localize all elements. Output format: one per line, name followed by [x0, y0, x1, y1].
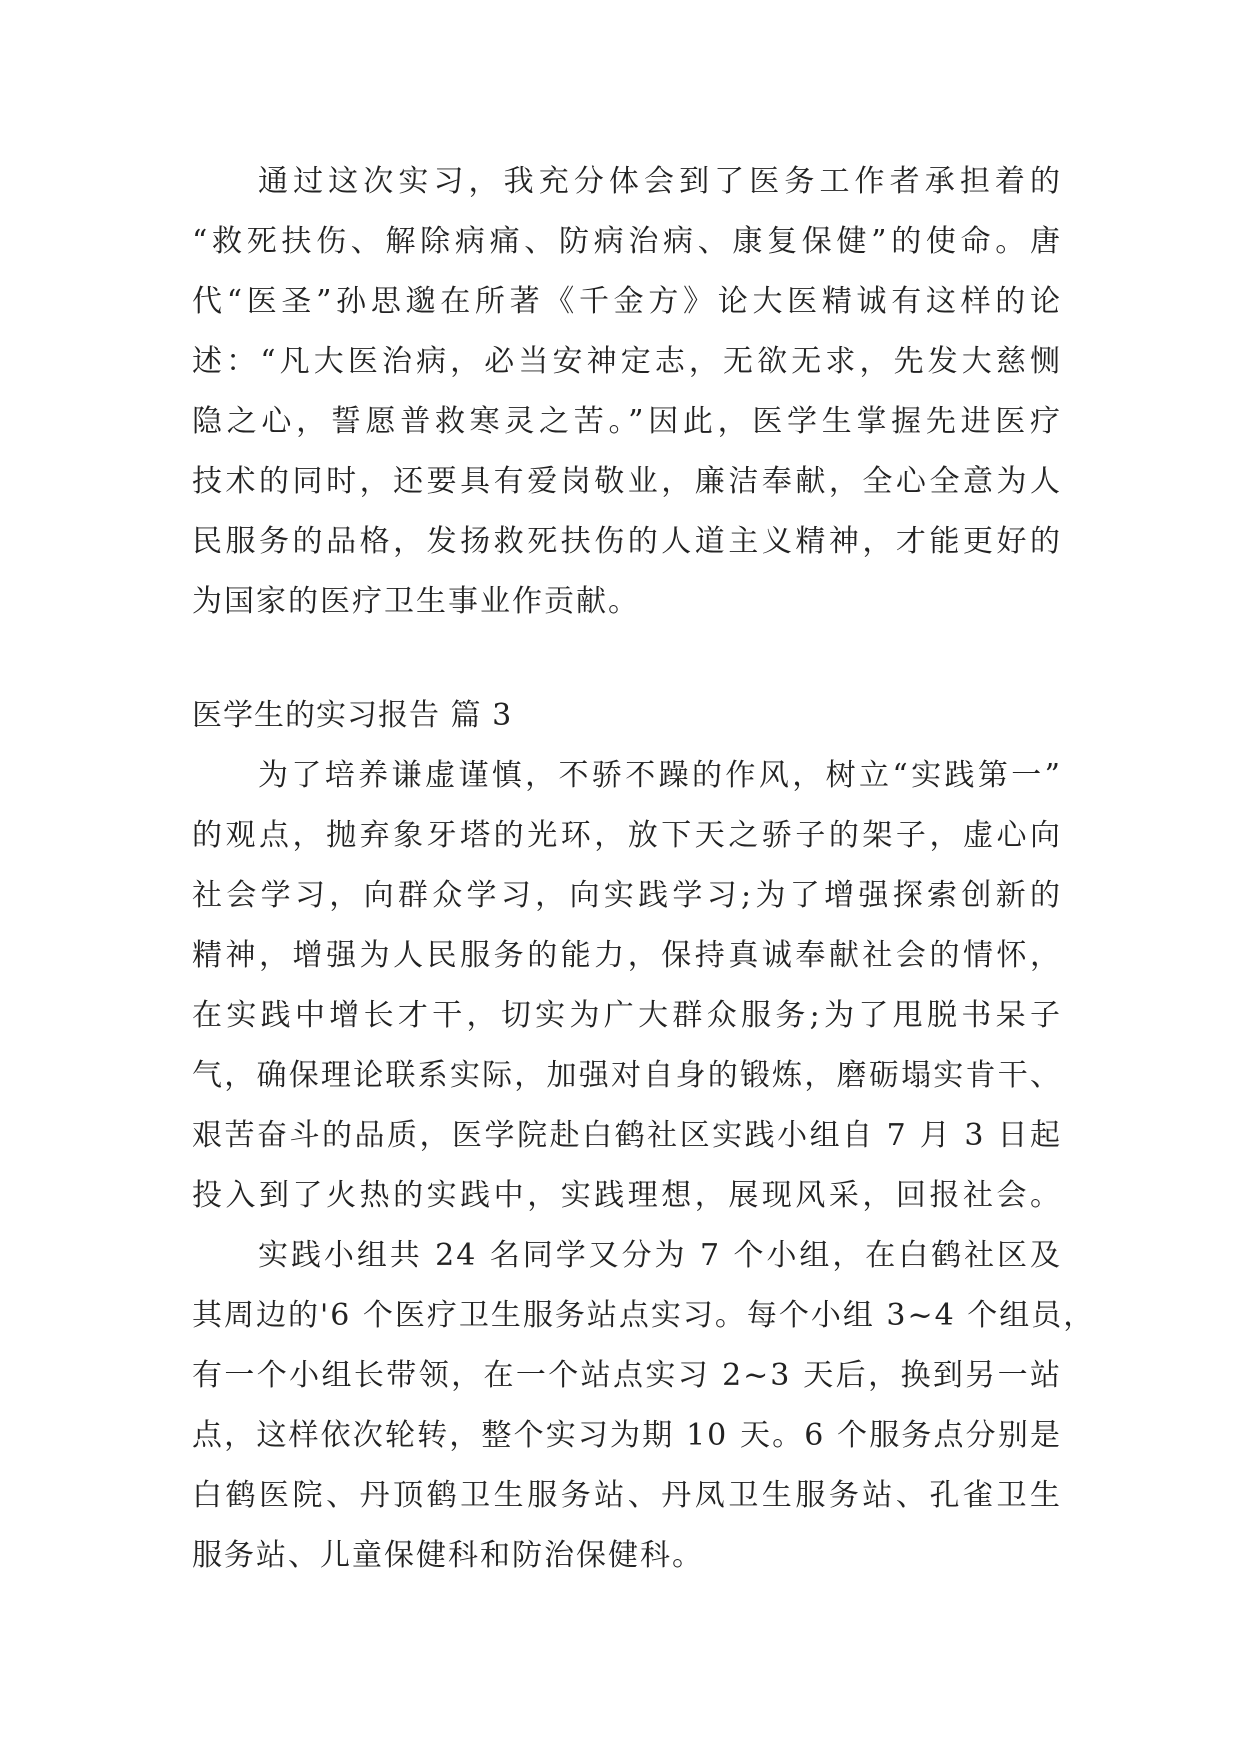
paragraph-line: 述：“凡大医治病，必当安神定志，无欲无求，先发大慈恻: [192, 344, 1062, 379]
paragraph-line: 艰苦奋斗的品质，医学院赴白鹤社区实践小组自 7 月 3 日起: [192, 1118, 1062, 1153]
paragraph-line: 服务站、儿童保健科和防治保健科。: [192, 1538, 704, 1573]
paragraph-line: 投入到了火热的实践中，实践理想，展现风采，回报社会。: [192, 1178, 1062, 1213]
paragraph-line: 为了培养谦虚谨慎，不骄不躁的作风，树立“实践第一”: [258, 758, 1062, 793]
paragraph-line: 通过这次实习，我充分体会到了医务工作者承担着的: [258, 164, 1062, 199]
paragraph-line: 的观点，抛弃象牙塔的光环，放下天之骄子的架子，虚心向: [192, 818, 1062, 853]
paragraph-line: 有一个小组长带领，在一个站点实习 2~3 天后，换到另一站: [192, 1358, 1062, 1393]
paragraph-line: 代“医圣”孙思邈在所著《千金方》论大医精诚有这样的论: [192, 284, 1062, 319]
paragraph-line: 白鹤医院、丹顶鹤卫生服务站、丹凤卫生服务站、孔雀卫生: [192, 1478, 1062, 1513]
paragraph-1: [192, 152, 1062, 632]
paragraph-line: “救死扶伤、解除病痛、防病治病、康复保健”的使命。唐: [192, 224, 1062, 259]
paragraph-3: [192, 1226, 1096, 1586]
paragraph-line: 为国家的医疗卫生事业作贡献。: [192, 584, 640, 619]
paragraph-line: 精神，增强为人民服务的能力，保持真诚奉献社会的情怀，: [192, 938, 1062, 973]
paragraph-line: 在实践中增长才干，切实为广大群众服务;为了甩脱书呆子: [192, 998, 1062, 1033]
paragraph-line: 气，确保理论联系实际，加强对自身的锻炼，磨砺塌实肯干、: [192, 1058, 1062, 1093]
paragraph-line: 社会学习，向群众学习，向实践学习;为了增强探索创新的: [192, 878, 1062, 913]
section-title: 医学生的实习报告 篇 3: [192, 698, 513, 733]
paragraph-line: 隐之心，誓愿普救寒灵之苦。”因此，医学生掌握先进医疗: [192, 404, 1062, 439]
paragraph-line: 其周边的'6 个医疗卫生服务站点实习。每个小组 3~4 个组员，: [192, 1298, 1096, 1333]
paragraph-line: 民服务的品格，发扬救死扶伤的人道主义精神，才能更好的: [192, 524, 1062, 559]
paragraph-2: [192, 746, 1062, 1226]
paragraph-line: 点，这样依次轮转，整个实习为期 10 天。6 个服务点分别是: [192, 1418, 1062, 1453]
paragraph-line: 技术的同时，还要具有爱岗敬业，廉洁奉献，全心全意为人: [192, 464, 1062, 499]
paragraph-line: 实践小组共 24 名同学又分为 7 个小组，在白鹤社区及: [258, 1238, 1062, 1273]
